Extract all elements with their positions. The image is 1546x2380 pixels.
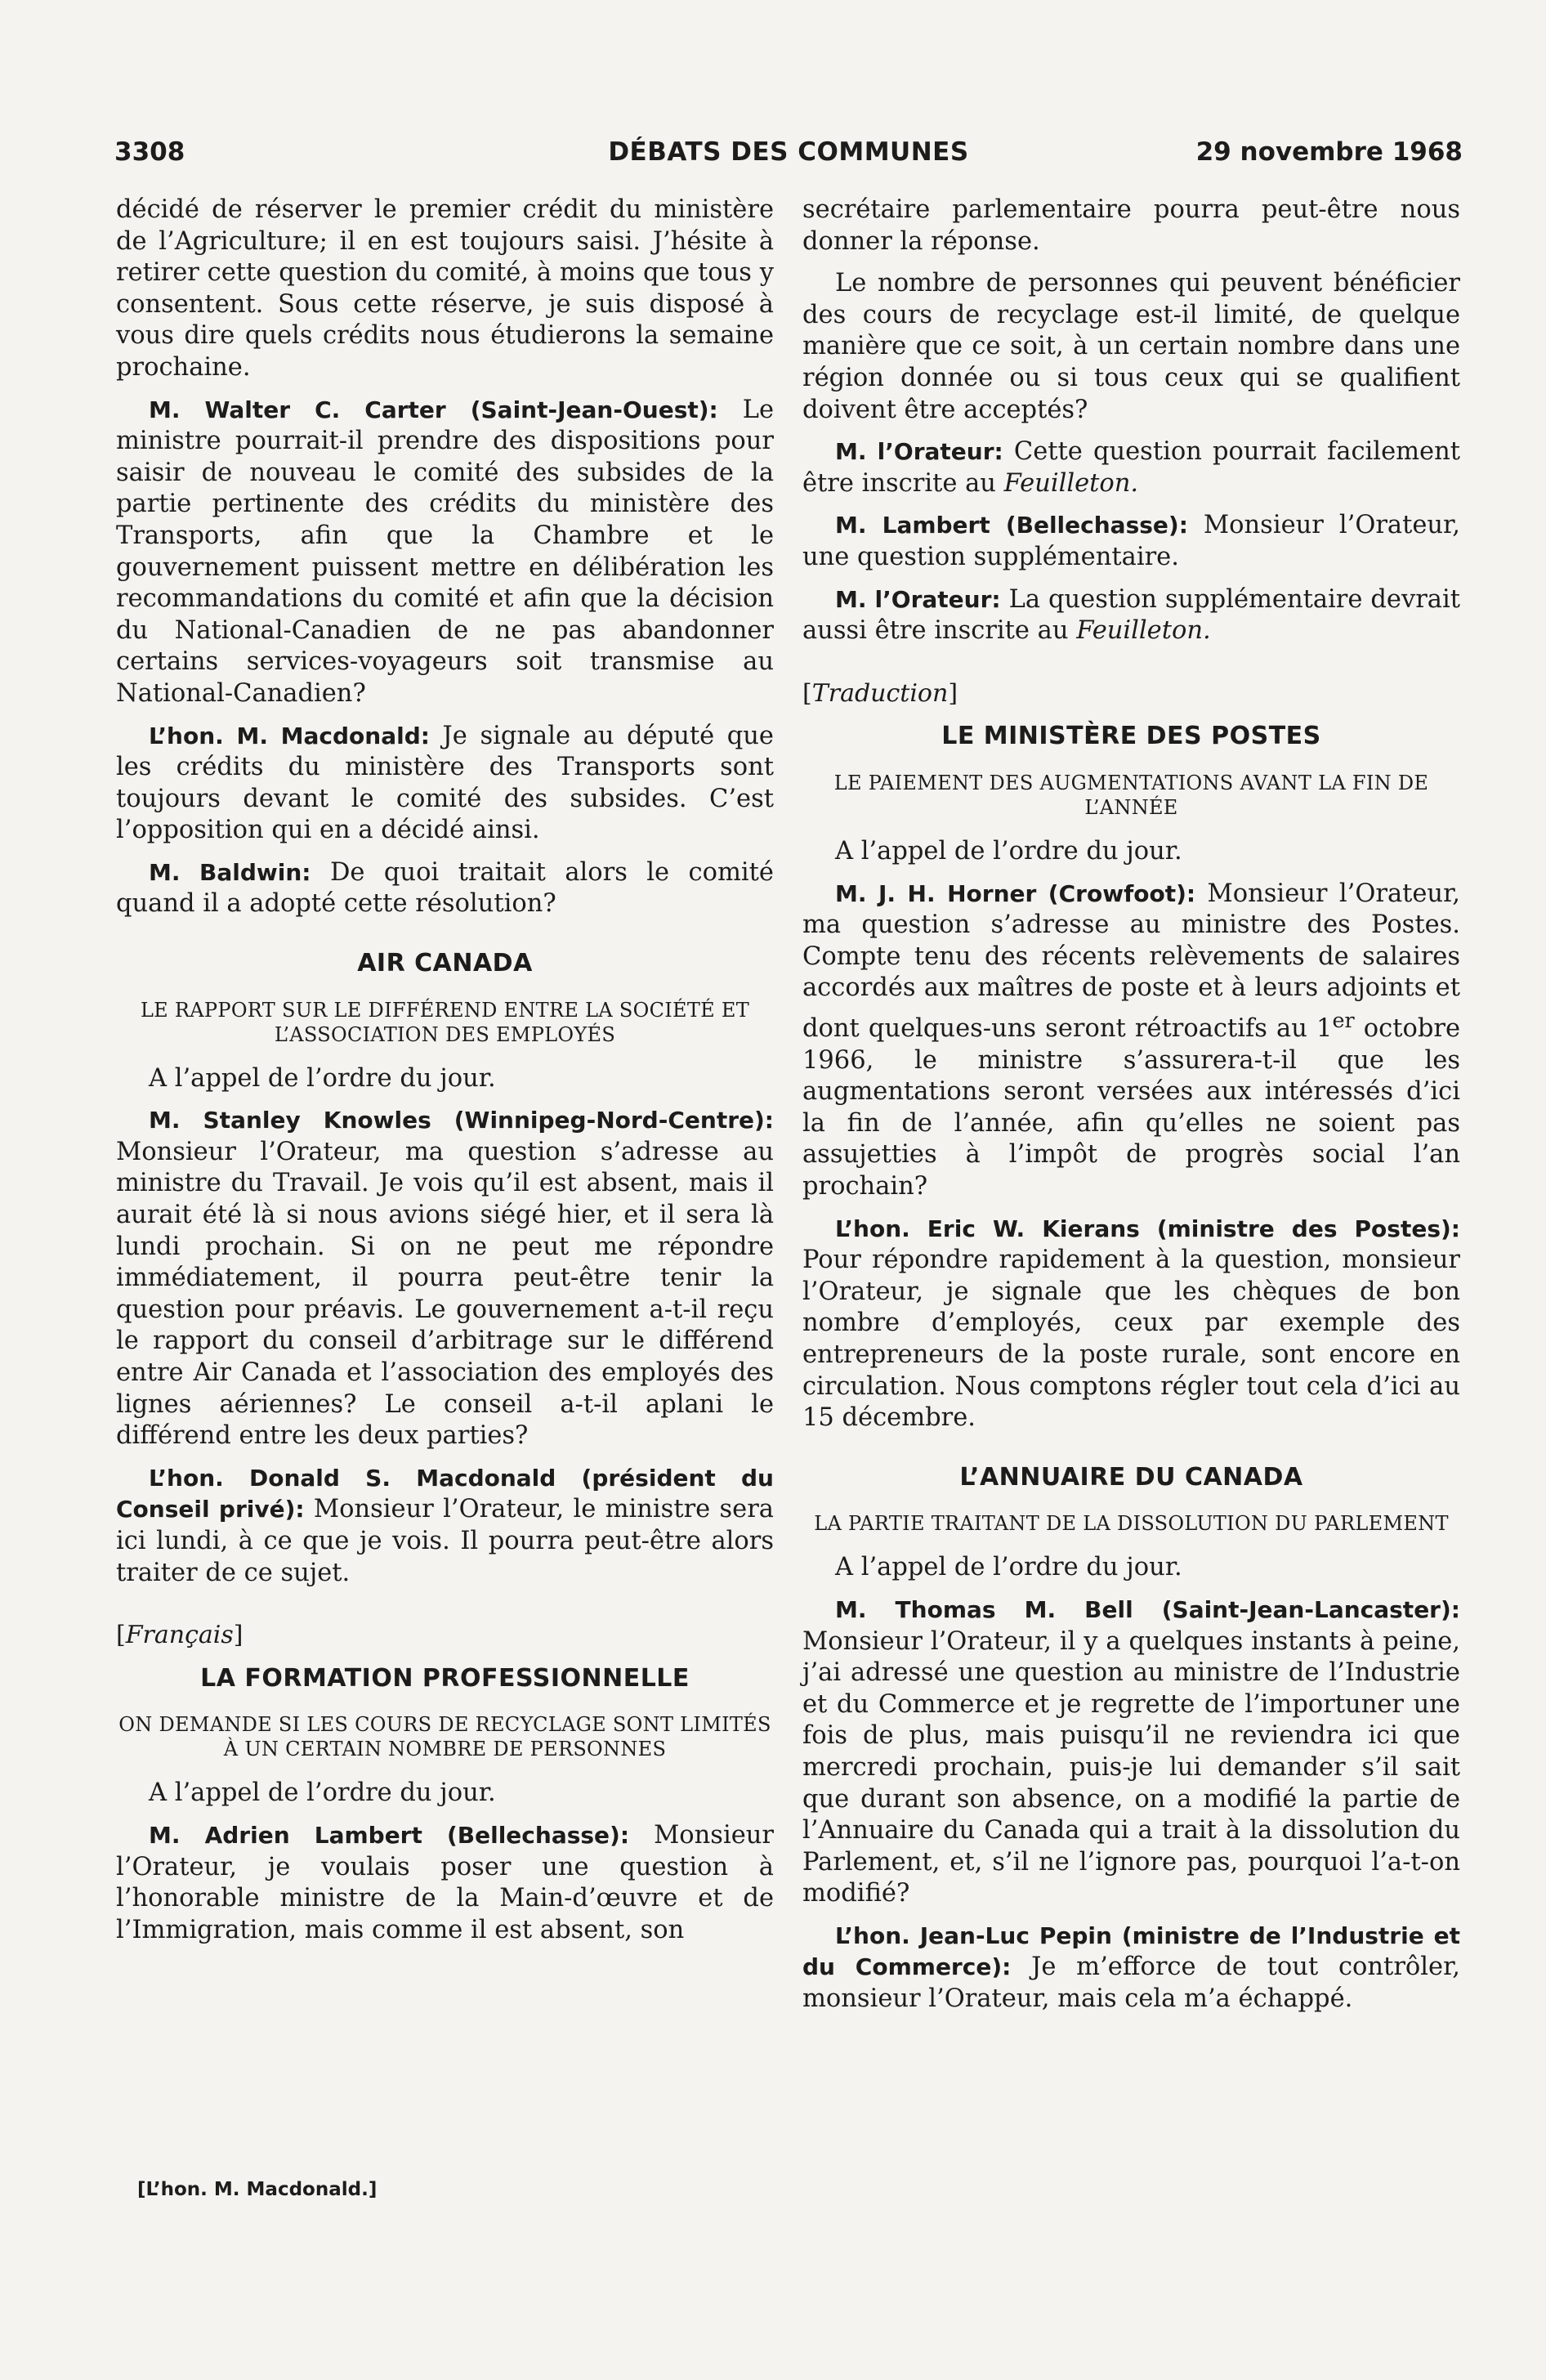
speech-text: Monsieur l’Orateur, ma question s’adresse au ministre des Postes. Compte tenu des récents relèvements de salaires accordés aux maîtres de poste et à leurs adjoints et dont quelques-uns seront rétroactifs au 1 (802, 879, 1460, 1044)
speech-text: Monsieur l’Orateur, le ministre sera ici lundi, à ce que je vois. Il pourra peut-être alors traiter de ce sujet. (116, 1495, 774, 1587)
publication-title: DÉBATS DES COMMUNES (608, 137, 969, 167)
section-subheading: LE PAIEMENT DES AUGMENTATIONS AVANT LA FIN DE L’ANNÉE (833, 771, 1429, 819)
speech-text: Monsieur l’Orateur, il y a quelques instants à peine, j’ai adressé une question au ministre de l’Industrie et du Commerce et je regrette de l’importuner une fois de plus, mais puisqu’il ne reviendra ici que mercredi prochain, puis-je lui demander s’il sait que durant son absence, on a modifié la partie de l’Annuaire du Canada qui a trait à la dissolution du Parlement, et, s’il ne l’ignore pas, pourquoi l’a-t-on modifié? (802, 1626, 1460, 1908)
running-header (114, 137, 1463, 170)
speech-paragraph (802, 436, 1460, 499)
section-heading: AIR CANADA (357, 949, 533, 978)
paragraph: A l’appel de l’ordre du jour. (835, 836, 1182, 866)
speech-paragraph (802, 1595, 1460, 1910)
speech-paragraph (802, 1214, 1460, 1434)
section-heading: L’ANNUAIRE DU CANADA (959, 1462, 1303, 1492)
speech-text: Monsieur l’Orateur, je voulais poser une question à l’honorable ministre de la Main-d’œuvre et de l’Immigration, mais comme il est absent, son (116, 1820, 774, 1944)
speaker-name: M. Walter C. Carter (Saint-Jean-Ouest): (149, 396, 718, 423)
speech-paragraph (802, 1921, 1460, 2015)
paragraph: A l’appel de l’ordre du jour. (149, 1063, 496, 1093)
speech-paragraph (116, 1105, 774, 1452)
speech-paragraph (116, 395, 774, 710)
language-marker: [Français] (116, 1621, 244, 1650)
page-footer: [L’hon. M. Macdonald.] (137, 2179, 378, 2200)
speaker-name: L’hon. M. Macdonald: (149, 722, 430, 749)
speech-paragraph (802, 510, 1460, 573)
italic-text: Feuilleton. (1076, 616, 1211, 646)
language-label: Français (125, 1621, 234, 1650)
section-subheading: LE RAPPORT SUR LE DIFFÉREND ENTRE LA SOCIÉTÉ ET L’ASSOCIATION DES EMPLOYÉS (140, 998, 750, 1046)
speech-paragraph (802, 584, 1460, 647)
section-heading: LE MINISTÈRE DES POSTES (941, 722, 1321, 751)
speech-paragraph (116, 1820, 774, 1946)
speaker-name: M. Thomas M. Bell (Saint-Jean-Lancaster): (835, 1595, 1460, 1623)
speech-paragraph (116, 857, 774, 920)
section-subheading: ON DEMANDE SI LES COURS DE RECYCLAGE SONT LIMITÉS À UN CERTAIN NOMBRE DE PERSONNES (118, 1713, 771, 1761)
superscript: er (1332, 1007, 1355, 1032)
section-heading: LA FORMATION PROFESSIONNELLE (200, 1663, 690, 1693)
speech-text: Cette question pourrait facilement être inscrite au (802, 437, 1460, 498)
speaker-name: M. l’Orateur: (835, 438, 1003, 466)
speaker-name: M. Stanley Knowles (Winnipeg-Nord-Centre): (149, 1107, 774, 1134)
speaker-name: M. J. H. Horner (Crowfoot): (835, 879, 1196, 907)
speech-text: Je m’efforce de tout contrôler, monsieur l’Orateur, mais cela m’a échappé. (802, 1953, 1460, 2014)
speech-text: La question supplémentaire devrait aussi être inscrite au (802, 584, 1460, 646)
speech-text: De quoi traitait alors le comité quand il a adopté cette résolution? (116, 857, 774, 919)
paragraph: A l’appel de l’ordre du jour. (835, 1553, 1182, 1582)
left-column (116, 195, 774, 1957)
speech-text: Pour répondre rapidement à la question, monsieur l’Orateur, je signale que les chèques de bon nombre d’employés, ceux par exemple des entrepreneurs de la poste rurale, sont encore en circulation. Nous comptons régler tout cela d’ici au 15 décembre. (802, 1246, 1460, 1433)
right-column (802, 195, 1460, 2026)
language-marker: [Traduction] (802, 678, 958, 708)
speech-paragraph (116, 721, 774, 847)
speech-paragraph (802, 879, 1460, 1203)
paragraph: A l’appel de l’ordre du jour. (149, 1778, 496, 1808)
header-date: 29 novembre 1968 (1195, 137, 1463, 167)
speech-paragraph (116, 1463, 774, 1589)
speech-text: Monsieur l’Orateur, une question supplémentaire. (802, 511, 1460, 571)
page-number: 3308 (114, 137, 185, 167)
section-subheading: LA PARTIE TRAITANT DE LA DISSOLUTION DU PARLEMENT (814, 1512, 1449, 1536)
speaker-name: M. Lambert (Bellechasse): (835, 512, 1188, 539)
speaker-name: L’hon. Eric W. Kierans (ministre des Postes): (835, 1215, 1460, 1242)
speaker-name: M. Baldwin: (149, 858, 311, 886)
paragraph: secrétaire parlementaire pourra peut-être nous donner la réponse. (802, 195, 1460, 256)
speaker-name: L’hon. Jean-Luc Pepin (ministre de l’Industrie et du Commerce): (802, 1921, 1460, 1981)
paragraph: Le nombre de personnes qui peuvent bénéficier des cours de recyclage est-il limité, de quelque manière que ce soit, à un certain nombre dans une région donnée ou si tous ceux qui se qualifient doivent être acceptés? (802, 269, 1460, 424)
speaker-name: L’hon. Donald S. Macdonald (président du Conseil privé): (116, 1464, 774, 1523)
speaker-name: M. l’Orateur: (835, 585, 1001, 613)
speech-text: Je signale au député que les crédits du ministère des Transports sont toujours devant le comité des subsides. C’est l’opposition qui en a décidé ainsi. (116, 721, 774, 845)
italic-text: Feuilleton. (1003, 468, 1139, 498)
speaker-name: M. Adrien Lambert (Bellechasse): (149, 1821, 630, 1849)
language-label: Traduction (811, 678, 949, 708)
speech-text: octobre 1966, le ministre s’assurera-t-il que les augmentations seront versées aux intéressés d’ici la fin de l’année, afin qu’elles ne soient pas assujetties à l’impôt de progrès social l’an prochain? (802, 1014, 1460, 1201)
speech-text: Le ministre pourrait-il prendre des dispositions pour saisir de nouveau le comité des subsides de la partie pertinente des crédits du ministère des Transports, afin que la Chambre et le gouvernement puissent mettre en délibération les recommandations du comité et afin que la décision du National-Canadien de ne pas abandonner certains services-voyageurs soit transmise au National-Canadien? (116, 395, 775, 708)
speech-text: Monsieur l’Orateur, ma question s’adresse au ministre du Travail. Je vois qu’il est absent, mais il aurait été là si nous avions siégé hier, et il sera là lundi prochain. Si on ne peut me répondre immédiatement, il pourra peut-être tenir la question pour préavis. Le gouvernement a-t-il reçu le rapport du conseil d’arbitrage sur le différend entre Air Canada et l’association des employés des lignes aériennes? Le conseil a-t-il aplani le différend entre les deux parties? (116, 1137, 774, 1451)
paragraph: décidé de réserver le premier crédit du ministère de l’Agriculture; il en est toujours saisi. J’hésite à retirer cette question du comité, à moins que tous y consentent. Sous cette réserve, je suis disposé à vous dire quels crédits nous étudierons la semaine prochaine. (116, 195, 774, 382)
